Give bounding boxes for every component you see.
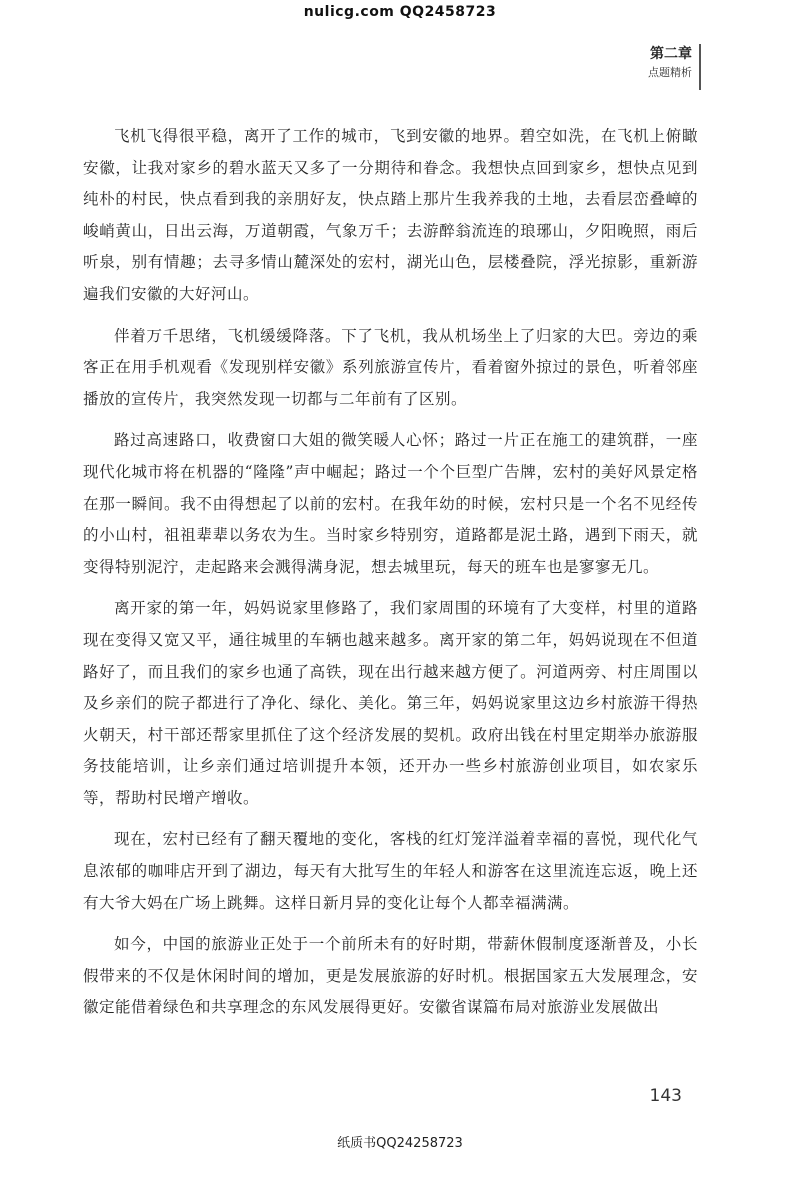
chapter-title: 第二章 [650, 46, 692, 62]
paragraph: 离开家的第一年，妈妈说家里修路了，我们家周围的环境有了大变样，村里的道路现在变得又宽又平，通往城里的车辆也越来越多。离开家的第二年，妈妈说现在不但道路好了，而且我们的家乡也通了高铁，现在出行越来越方便了。河道两旁、村庄周围以及乡亲们的院子都进行了净化、绿化、美化。第三年，妈妈说家里这边乡村旅游干得热火朝天，村干部还帮家里抓住了这个经济发展的契机。政府出钱在村里定期举办旅游服务技能培训，让乡亲们通过培训提升本领，还开办一些乡村旅游创业项目，如农家乐等，帮助村民增产增收。 [83, 599, 698, 807]
chapter-header [648, 44, 692, 82]
paragraph: 现在，宏村已经有了翻天覆地的变化，客栈的红灯笼洋溢着幸福的喜悦，现代化气息浓郁的咖啡店开到了湖边，每天有大批写生的年轻人和游客在这里流连忘返，晚上还有大爷大妈在广场上跳舞。这样日新月异的变化让每个人都幸福满满。 [83, 830, 698, 912]
paragraph: 路过高速路口，收费窗口大姐的微笑暖人心怀；路过一片正在施工的建筑群，一座现代化城市将在机器的“隆隆”声中崛起；路过一个个巨型广告牌，宏村的美好风景定格在那一瞬间。我不由得想起了以前的宏村。在我年幼的时候，宏村只是一个名不见经传的小山村，祖祖辈辈以务农为生。当时家乡特别穷，道路都是泥土路，遇到下雨天，就变得特别泥泞，走起路来会溅得满身泥，想去城里玩，每天的班车也是寥寥无几。 [83, 431, 698, 576]
paragraph: 伴着万千思绪，飞机缓缓降落。下了飞机，我从机场坐上了归家的大巴。旁边的乘客正在用手机观看《发现别样安徽》系列旅游宣传片，看着窗外掠过的景色，听着邻座播放的宣传片，我突然发现一切都与二年前有了区别。 [83, 326, 698, 408]
bottom-watermark: 纸质书QQ24258723 [337, 1136, 463, 1151]
paragraph: 如今，中国的旅游业正处于一个前所未有的好时期，带薪休假制度逐渐普及，小长假带来的不仅是休闲时间的增加，更是发展旅游的好时机。根据国家五大发展理念，安徽定能借着绿色和共享理念的东风发展得更好。安徽省谋篇布局对旅游业发展做出 [83, 935, 698, 1017]
header-divider [699, 44, 701, 90]
chapter-subtitle: 点题精析 [648, 66, 692, 79]
top-watermark: nulicg.com QQ2458723 [303, 4, 497, 20]
page-number: 143 [649, 1086, 682, 1106]
body-text [83, 121, 698, 1034]
paragraph: 飞机飞得很平稳，离开了工作的城市，飞到安徽的地界。碧空如洗，在飞机上俯瞰安徽，让我对家乡的碧水蓝天又多了一分期待和眷念。我想快点回到家乡，想快点见到纯朴的村民，快点看到我的亲朋好友，快点踏上那片生我养我的土地，去看层峦叠嶂的峻峭黄山，日出云海，万道朝霞，气象万千；去游醉翁流连的琅琊山，夕阳晚照，雨后听泉，别有情趣；去寻多情山麓深处的宏村，湖光山色，层楼叠院，浮光掠影，重新游遍我们安徽的大好河山。 [83, 127, 698, 303]
